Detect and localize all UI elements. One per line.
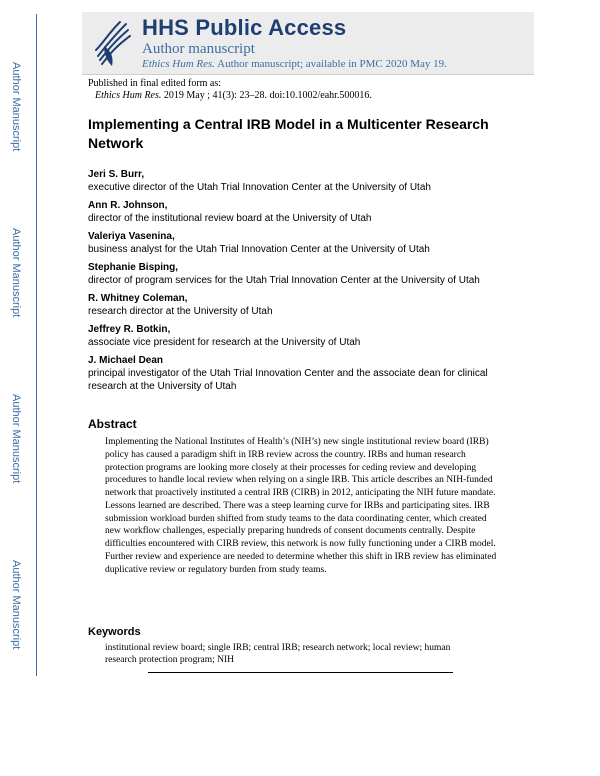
journal-availability: [142, 58, 447, 70]
footnote-divider: [148, 672, 453, 673]
hhs-eagle-logo-icon: [90, 16, 134, 70]
author-name: J. Michael Dean: [88, 355, 164, 366]
author-name: Valeriya Vasenina,: [88, 231, 175, 242]
author-entry: [88, 323, 528, 349]
side-label-author-manuscript-4: Author Manuscript: [10, 560, 22, 650]
author-name: Jeffrey R. Botkin,: [88, 324, 171, 335]
author-affiliation: research director at the University of Utah: [88, 306, 273, 317]
author-affiliation: executive director of the Utah Trial Innovation Center at the University of Utah: [88, 182, 431, 193]
hhs-public-access-title: HHS Public Access: [142, 15, 347, 40]
author-manuscript-label: Author manuscript: [142, 41, 255, 57]
abstract-heading: Abstract: [88, 417, 137, 431]
author-name: Jeri S. Burr,: [88, 169, 145, 180]
abstract-text: Implementing the National Institutes of Health’s (NIH’s) new single institutional review board (IRB) policy has caused a paradigm shift in IRB review across the country. IRBs and human research protection programs are looking more closely at their processes for ceding review and developing procedures to handle local review when relying on a single IRB. This article describes an NIH-funded network that proactively instituted a central IRB (CIRB) in 2012, anticipating the NIH future mandate. Lessons learned are described. There was a steep learning curve for IRBs and participating sites. IRB submission workload burden shifted from study teams to the data coordinating center, which created new workflow challenges, especially preparing hundreds of consent documents centrally. Despite difficulties encountered with CIRB review, this network is now fully functioning under a CIRB model. Further review and experience are needed to determine whether this shift in IRB review has eliminated duplicative review or regulatory burden from study teams.: [105, 437, 497, 575]
author-entry: [88, 292, 528, 318]
keywords-text: institutional review board; single IRB; central IRB; research network; local review; human research protection program; NIH: [105, 643, 451, 665]
published-in-label: Published in final edited form as:: [88, 78, 222, 89]
author-affiliation: principal investigator of the Utah Trial Innovation Center and the associate dean for clinical research at the University of Utah: [88, 368, 488, 392]
author-affiliation: director of the institutional review board at the University of Utah: [88, 213, 372, 224]
hhs-header: [82, 12, 534, 75]
side-label-author-manuscript-2: Author Manuscript: [10, 228, 22, 318]
author-affiliation: associate vice president for research at the University of Utah: [88, 337, 361, 348]
author-affiliation: business analyst for the Utah Trial Innovation Center at the University of Utah: [88, 244, 430, 255]
author-affiliation: director of program services for the Utah Trial Innovation Center at the University of Utah: [88, 275, 480, 286]
side-label-author-manuscript-1: Author Manuscript: [10, 62, 22, 152]
author-entry: [88, 261, 528, 287]
side-label-author-manuscript-3: Author Manuscript: [10, 394, 22, 484]
author-entry: [88, 354, 528, 393]
citation-line: [95, 90, 372, 101]
journal-name: Ethics Hum Res.: [142, 58, 216, 70]
article-title: Implementing a Central IRB Model in a Multicenter Research Network: [88, 116, 489, 151]
author-entry: [88, 230, 528, 256]
margin-rule: [36, 14, 37, 676]
author-entry: [88, 168, 528, 194]
citation-details: 2019 May ; 41(3): 23–28. doi:10.1002/eahr.500016.: [161, 90, 372, 101]
author-entry: [88, 199, 528, 225]
author-list: [88, 168, 528, 398]
citation-journal: Ethics Hum Res.: [95, 90, 162, 101]
author-name: R. Whitney Coleman,: [88, 293, 188, 304]
keywords-heading: Keywords: [88, 626, 141, 638]
availability-text: Author manuscript; available in PMC 2020 May 19.: [215, 58, 447, 70]
author-name: Stephanie Bisping,: [88, 262, 179, 273]
author-name: Ann R. Johnson,: [88, 200, 168, 211]
